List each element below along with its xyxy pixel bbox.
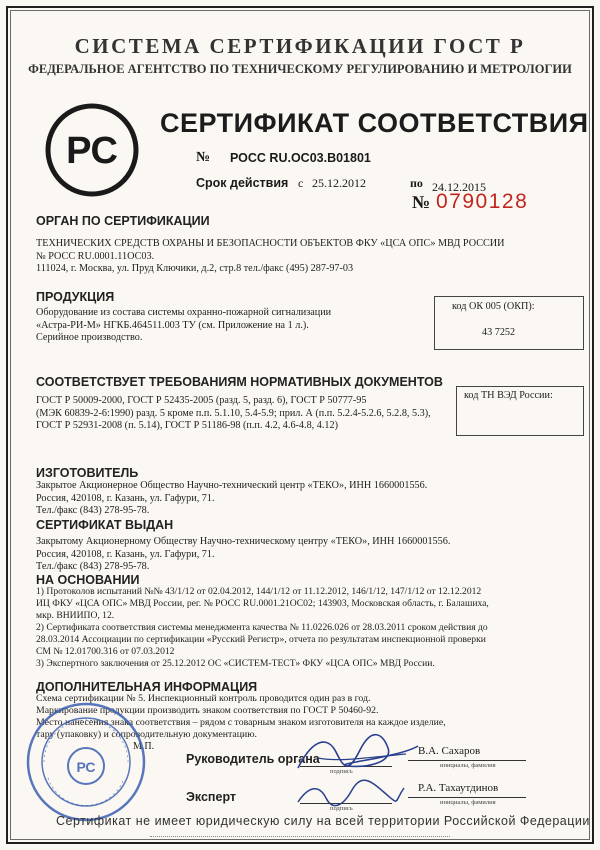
footer-print-line <box>150 836 450 837</box>
validity-note: Сертификат не имеет юридическую силу на всей территории Российской Федерации <box>56 814 590 828</box>
conformity-line: ГОСТ Р 50009-2000, ГОСТ Р 52435-2005 (разд. 5, разд. 6), ГОСТ Р 50777-95 <box>36 395 367 406</box>
issued-title: СЕРТИФИКАТ ВЫДАН <box>36 518 174 532</box>
conformity-line: ГОСТ Р 52931-2008 (п. 5.14), ГОСТ Р 51186-98 (п.п. 4.2, 4.6-4.8, 4.12) <box>36 420 338 431</box>
manufacturer-line: Тел./факс (843) 278-95-78. <box>36 505 150 516</box>
logo-lettering: РС <box>66 130 118 172</box>
stamp-place-label: М.П. <box>133 741 155 752</box>
product-line: Серийное производство. <box>36 332 143 343</box>
basis-title: НА ОСНОВАНИИ <box>36 573 140 587</box>
manufacturer-line: Закрытое Акционерное Общество Научно-технический центр «ТЕКО», ИНН 1660001556. <box>36 480 428 491</box>
validity-to-label: по <box>410 176 423 190</box>
system-title: СИСТЕМА СЕРТИФИКАЦИИ ГОСТ Р <box>74 34 526 58</box>
expert-label: Эксперт <box>186 790 237 804</box>
validity-from-label: с <box>298 176 304 190</box>
cert-number-label: № <box>196 150 211 165</box>
cert-number: РОСС RU.ОС03.В01801 <box>230 151 371 165</box>
date-from: 25.12.2012 <box>312 176 366 190</box>
basis-line: ИЦ ФКУ «ЦСА ОПС» МВД России, рег. № РОСС RU.0001.21ОС02; 143903, Московская область, г. Балашиха, <box>36 598 489 609</box>
conformity-title: СООТВЕТСТВУЕТ ТРЕБОВАНИЯМ НОРМАТИВНЫХ ДОКУМЕНТОВ <box>36 375 443 389</box>
agency-title: ФЕДЕРАЛЬНОЕ АГЕНТСТВО ПО ТЕХНИЧЕСКОМУ РЕГУЛИРОВАНИЮ И МЕТРОЛОГИИ <box>28 62 572 76</box>
tnved-label: код ТН ВЭД России: <box>464 390 553 401</box>
issued-line: Россия, 420108, г. Казань, ул. Гафури, 71. <box>36 548 215 560</box>
expert-name-caption: инициалы, фамилия <box>440 799 496 806</box>
manufacturer-text <box>36 480 427 518</box>
issued-text <box>36 536 450 574</box>
validity-label: Срок действия <box>196 176 289 190</box>
basis-line: 28.03.2014 Ассоциации по сертификации «Русский Регистр», отчета по результатам инспекционной проверки <box>36 634 486 645</box>
basis-line: мкр. ВНИИПО, 12. <box>36 610 115 621</box>
additional-line: Схема сертификации № 5. Инспекционный контроль проводится один раз в год. <box>36 693 371 704</box>
certificate-title: СЕРТИФИКАТ СООТВЕТСТВИЯ <box>160 108 589 138</box>
basis-line: 3) Экспертного заключения от 25.12.2012 ОС «СИСТЕМ-ТЕСТ» ФКУ «ЦСА ОПС» МВД России. <box>36 658 435 669</box>
basis-line: 2) Сертификата соответствия системы менеджмента качества № 11.0226.026 от 28.03.2011 сроком действия до <box>36 622 488 633</box>
organ-title: ОРГАН ПО СЕРТИФИКАЦИИ <box>36 214 210 228</box>
conformity-text <box>36 395 431 433</box>
product-title: ПРОДУКЦИЯ <box>36 290 115 304</box>
head-name-caption: инициалы, фамилия <box>440 762 496 769</box>
expert-name-line <box>408 797 526 798</box>
okp-label: код ОК 005 (ОКП): <box>452 301 535 312</box>
additional-line: тару (упаковку) и сопроводительную документацию. <box>36 729 257 740</box>
organ-text <box>36 238 505 276</box>
additional-title: ДОПОЛНИТЕЛЬНАЯ ИНФОРМАЦИЯ <box>36 680 258 694</box>
head-signature-caption: подпись <box>330 768 353 775</box>
product-line: «Астра-РИ-М» НГКБ.464511.003 ТУ (см. Приложение на 1 л.). <box>36 319 309 331</box>
head-label: Руководитель органа <box>186 752 320 766</box>
issued-line: Тел./факс (843) 278-95-78. <box>36 561 150 572</box>
basis-text <box>36 586 489 670</box>
expert-signature <box>290 774 410 814</box>
additional-line: Маркирование продукции производить знаком соответствия по ГОСТ Р 50460-92. <box>36 705 379 716</box>
expert-name: Р.А. Тахаутдинов <box>418 782 499 794</box>
okp-value: 43 7252 <box>482 327 516 338</box>
organ-line: ТЕХНИЧЕСКИХ СРЕДСТВ ОХРАНЫ И БЕЗОПАСНОСТИ ОБЪЕКТОВ ФКУ «ЦСА ОПС» МВД РОССИИ <box>36 238 505 249</box>
date-to: 24.12.2015 <box>432 180 486 194</box>
organ-line: № РОСС RU.0001.11ОС03. <box>36 250 155 262</box>
organ-line: 111024, г. Москва, ул. Пруд Ключики, д.2, стр.8 тел./факс (495) 287-97-03 <box>36 263 354 274</box>
svg-text:РС: РС <box>76 759 96 775</box>
serial-prefix: № <box>412 192 431 212</box>
serial-number: 0790128 <box>436 190 529 213</box>
gost-r-logo <box>42 100 142 200</box>
conformity-line: (МЭК 60839-2-6:1990) разд. 5 кроме п.п. 5.1.10, 5.4-5.9; прил. А (п.п. 5.2.4-5.2.6, 5.2.8, 5.3), <box>36 407 431 419</box>
product-line: Оборудование из состава системы охранно-пожарной сигнализации <box>36 307 332 318</box>
manufacturer-title: ИЗГОТОВИТЕЛЬ <box>36 466 139 480</box>
basis-line: 1) Протоколов испытаний №№ 43/1/12 от 02.04.2012, 144/1/12 от 11.12.2012, 146/1/12, 147/1/12 от 12.12.2012 <box>36 586 482 597</box>
issued-line: Закрытому Акционерному Обществу Научно-техническому центру «ТЕКО», ИНН 1660001556. <box>36 536 451 547</box>
basis-line: СМ № 12.01700.316 от 07.03.2012 <box>36 646 175 657</box>
manufacturer-line: Россия, 420108, г. Казань, ул. Гафури, 71. <box>36 492 215 504</box>
product-text <box>36 307 331 345</box>
official-stamp <box>24 700 148 824</box>
head-name: В.А. Сахаров <box>418 745 481 757</box>
additional-line: Место нанесения знака соответствия – рядом с товарным знаком изготовителя на каждое изделие, <box>36 717 446 728</box>
expert-signature-caption: подпись <box>330 805 353 812</box>
